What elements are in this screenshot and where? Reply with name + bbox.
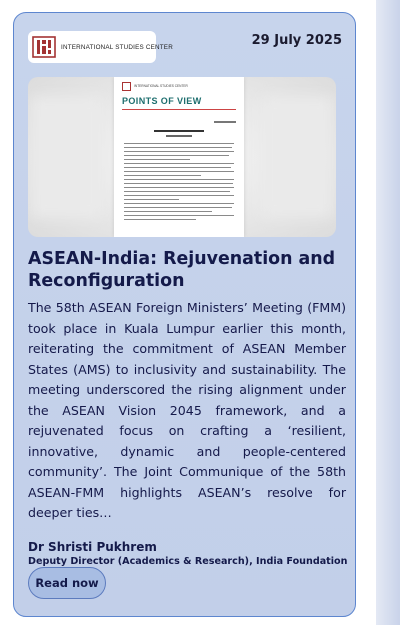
thumbnail-blur-right <box>262 97 332 217</box>
document-rule <box>122 109 236 110</box>
article-date: 29 July 2025 <box>251 33 342 48</box>
document-title: POINTS OF VIEW <box>122 96 202 106</box>
article-thumbnail[interactable] <box>28 77 336 237</box>
article-excerpt: The 58th ASEAN Foreign Ministers’ Meeting (FMM) took place in Kuala Lumpur earlier this month, reiterating the commitment of ASEAN Member States (AMS) to inclusivity and sustainability. The meeting underscored the rising alignment under the ASEAN Vision 2045 framework, and a rejuvenated focus on crafting a ‘resilient, innovative, dynamic and people-centered community’. The Joint Communique of the 58th ASEAN-FMM highlights ASEAN’s resolve for deeper ties… <box>28 300 346 520</box>
document-body-lines <box>124 143 234 223</box>
author-role: Deputy Director (Academics & Research), India Foundation <box>28 556 348 567</box>
article-title[interactable]: ASEAN-India: Rejuvenation and Reconfiguration <box>28 249 336 291</box>
document-preview <box>114 77 244 237</box>
document-logo-text: INTERNATIONAL STUDIES CENTER <box>134 84 188 88</box>
author-name: Dr Shristi Pukhrem <box>28 540 157 554</box>
isc-logo-mark-icon <box>32 36 56 58</box>
article-card[interactable] <box>13 12 356 617</box>
document-date-line <box>214 121 236 123</box>
card-header <box>28 31 342 63</box>
document-heading-line <box>154 130 204 132</box>
read-now-button[interactable]: Read now <box>28 567 106 599</box>
isc-logo <box>28 31 173 63</box>
thumbnail-blur-left <box>32 97 102 217</box>
logo-text: INTERNATIONAL STUDIES CENTER <box>61 43 173 51</box>
document-subheading-line <box>166 135 192 137</box>
document-logo-icon <box>122 82 131 91</box>
right-edge-panel <box>376 0 400 625</box>
